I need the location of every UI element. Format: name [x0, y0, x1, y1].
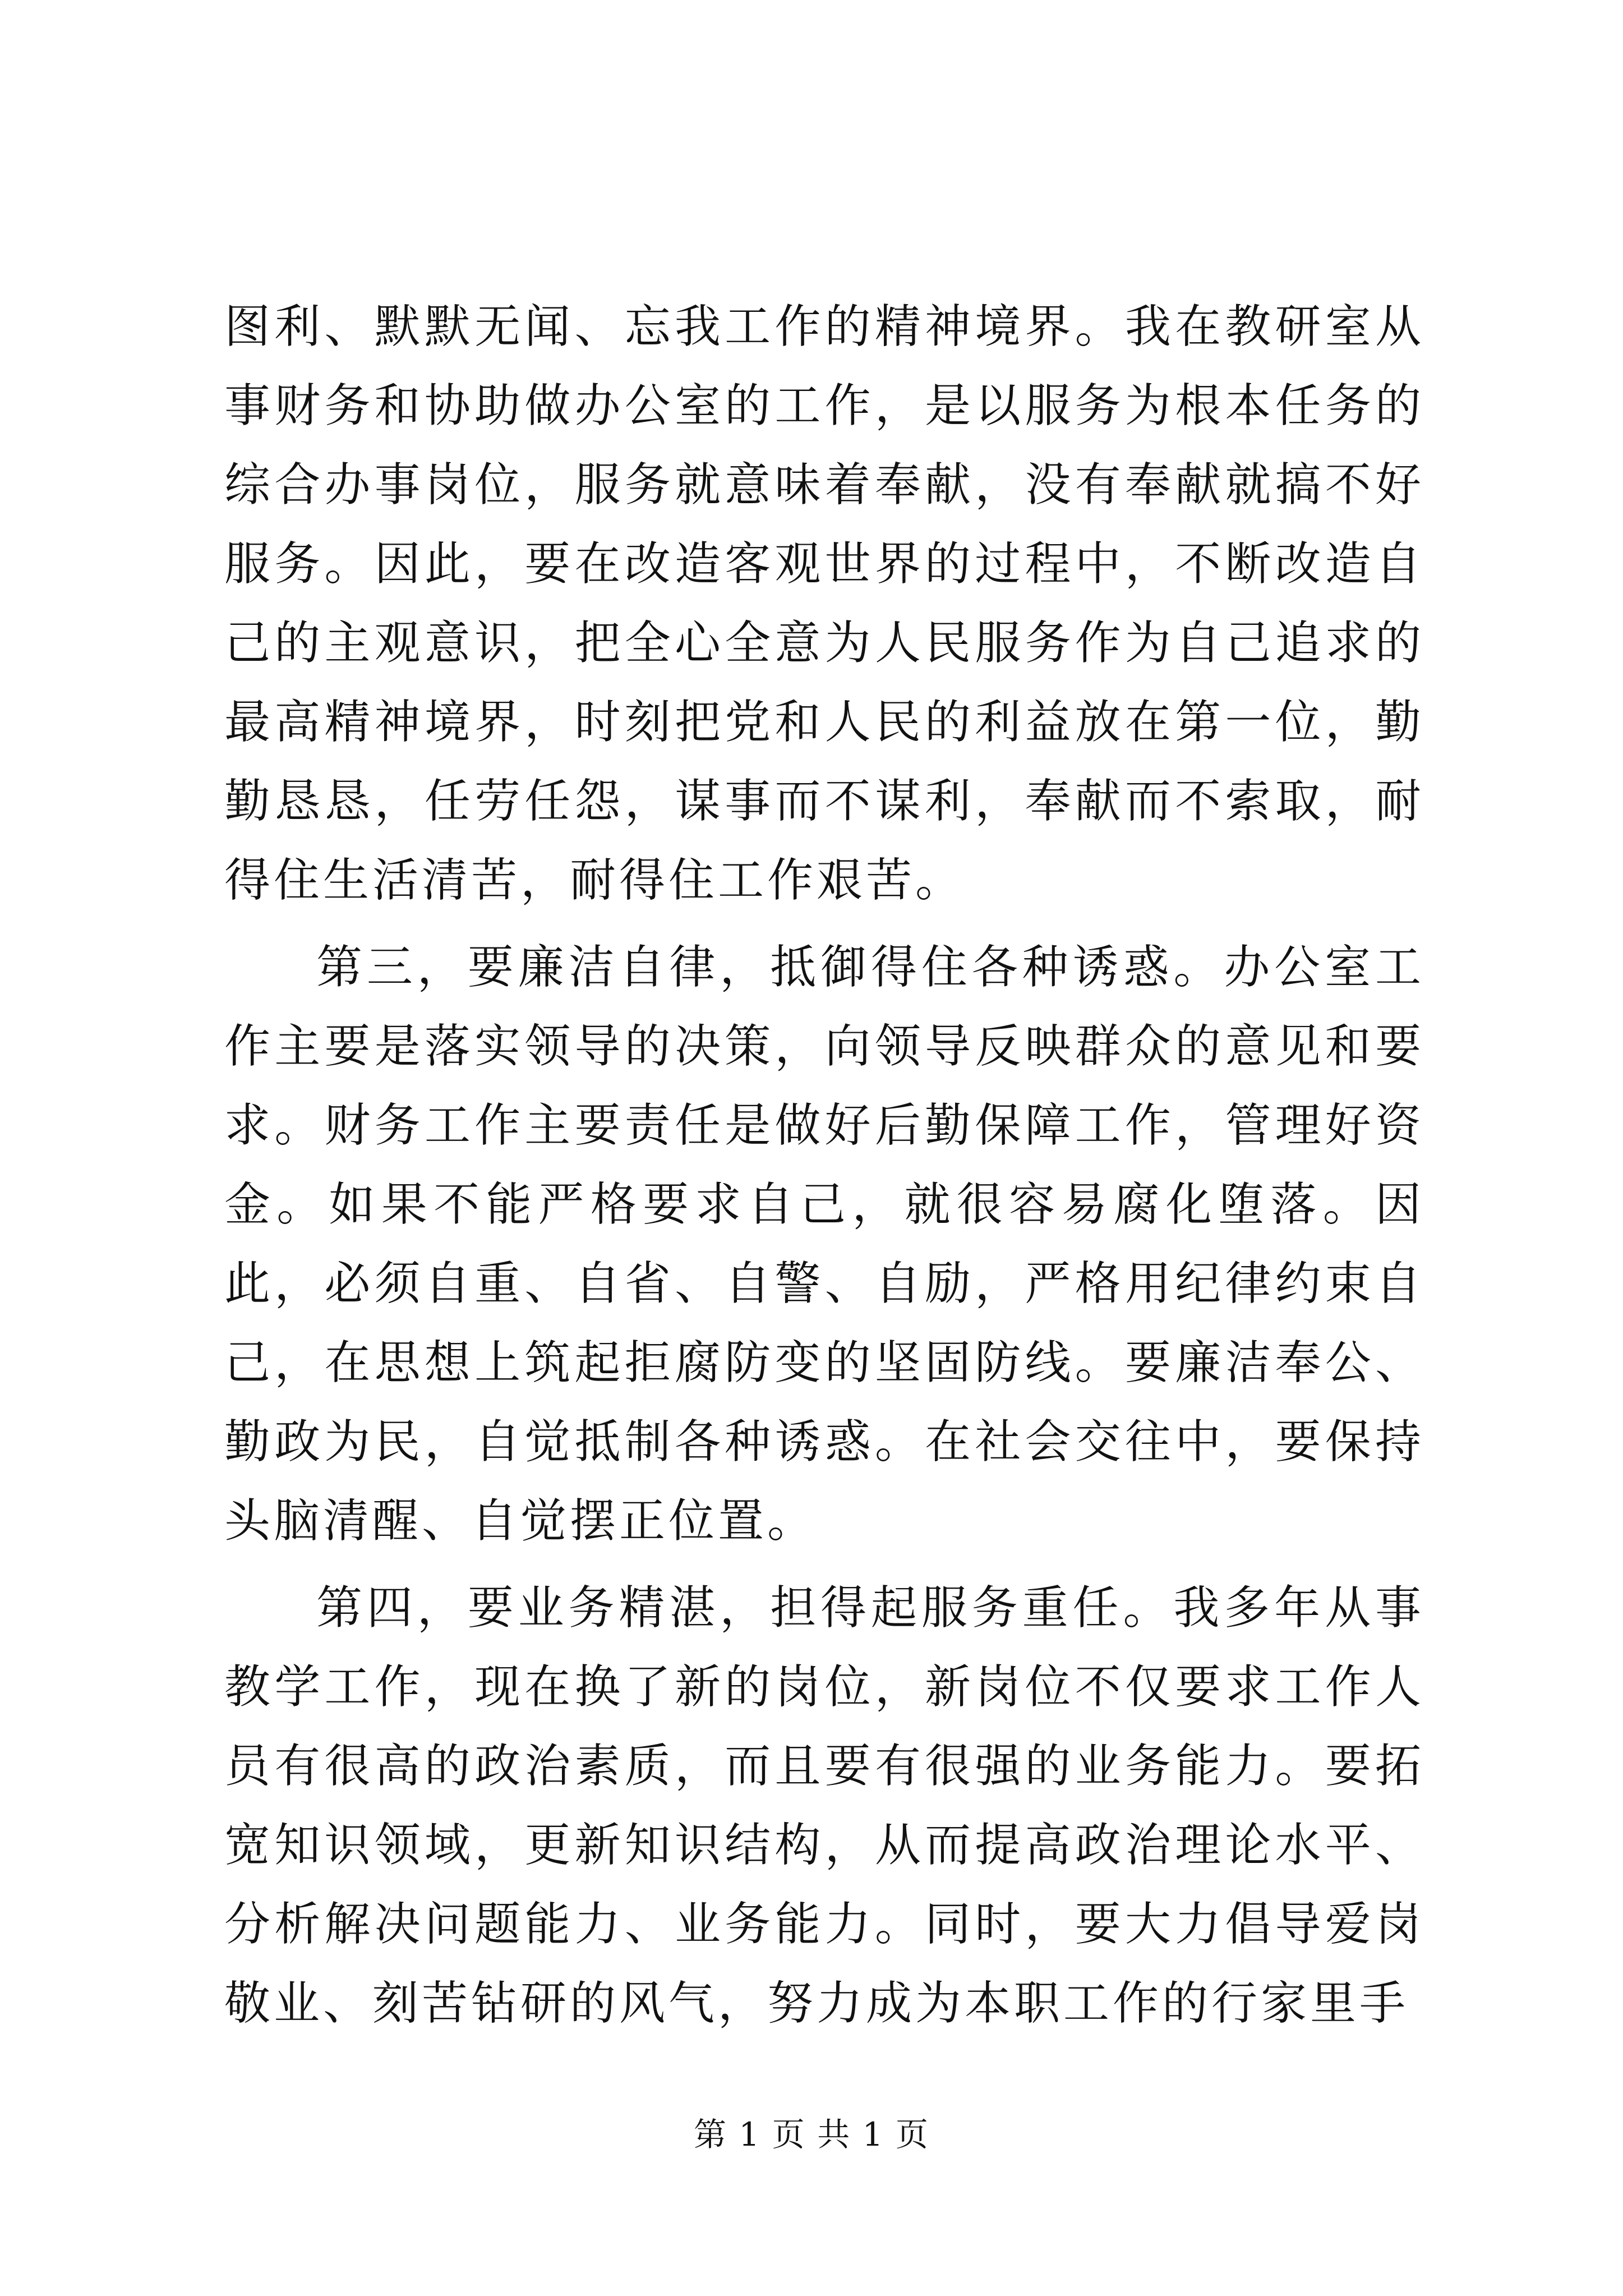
body-text [224, 287, 1424, 2051]
page-footer: 第 1 页 共 1 页 [694, 2115, 929, 2154]
paragraph-1: 图利、默默无闻、忘我工作的精神境界。我在教研室从事财务和协助做办公室的工作，是以服务为根本任务的综合办事岗位，服务就意味着奉献，没有奉献就搞不好服务。因此，要在改造客观世界的过程中，不断改造自己的主观意识，把全心全意为人民服务作为自己追求的最高精神境界，时刻把党和人民的利益放在第一位，勤勤恳恳，任劳任怨，谋事而不谋利，奉献而不索取，耐得住生活清苦，耐得住工作艰苦。 [224, 300, 1424, 907]
paragraph-2: 第三，要廉洁自律，抵御得住各种诱惑。办公室工作主要是落实领导的决策，向领导反映群众的意见和要求。财务工作主要责任是做好后勤保障工作，管理好资金。如果不能严格要求自己，就很容易腐化堕落。因此，必须自重、自省、自警、自励，严格用纪律约束自己，在思想上筑起拒腐防变的坚固防线。要廉洁奉公、勤政为民，自觉抵制各种诱惑。在社会交往中，要保持头脑清醒、自觉摆正位置。 [224, 941, 1424, 1548]
paragraph-3: 第四，要业务精湛，担得起服务重任。我多年从事教学工作，现在换了新的岗位，新岗位不仅要求工作人员有很高的政治素质，而且要有很强的业务能力。要拓宽知识领域，更新知识结构，从而提高政治理论水平、分析解决问题能力、业务能力。同时，要大力倡导爱岗敬业、刻苦钻研的风气，努力成为本职工作的行家里手 [224, 1581, 1424, 2030]
